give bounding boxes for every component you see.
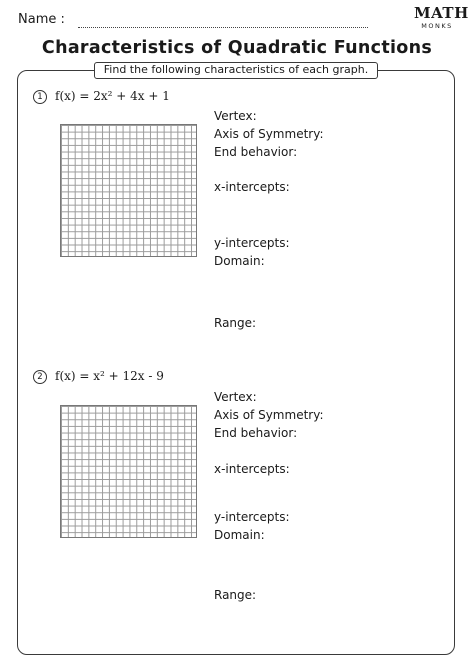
name-label: Name : xyxy=(18,12,65,27)
name-field-line[interactable] xyxy=(78,27,368,28)
end-behavior-label: End behavior: xyxy=(214,426,298,440)
problem-number-badge: 2 xyxy=(33,370,47,384)
y-intercepts-label: y-intercepts: xyxy=(214,236,290,250)
vertex-label: Vertex: xyxy=(214,109,257,123)
vertex-label: Vertex: xyxy=(214,390,257,404)
graph-grid-1[interactable] xyxy=(60,124,197,257)
end-behavior-label: End behavior: xyxy=(214,145,298,159)
page-title: Characteristics of Quadratic Functions xyxy=(41,38,433,58)
y-intercepts-label: y-intercepts: xyxy=(214,510,290,524)
math-monks-logo xyxy=(414,4,469,30)
problem-function: f(x) = x² + 12x - 9 xyxy=(55,369,164,383)
range-label: Range: xyxy=(214,316,257,330)
axis-of-symmetry-label: Axis of Symmetry: xyxy=(214,408,324,422)
problem-1-label xyxy=(33,89,170,104)
problem-number-badge: 1 xyxy=(33,90,47,104)
x-intercepts-label: x-intercepts: xyxy=(214,462,290,476)
range-label: Range: xyxy=(214,588,257,602)
domain-label: Domain: xyxy=(214,254,265,268)
x-intercepts-label: x-intercepts: xyxy=(214,180,290,194)
axis-of-symmetry-label: Axis of Symmetry: xyxy=(214,127,324,141)
problem-2-label xyxy=(33,369,164,384)
instructions-box: Find the following characteristics of each graph. xyxy=(94,62,378,79)
domain-label: Domain: xyxy=(214,528,265,542)
logo-word: MATH xyxy=(414,4,469,22)
graph-grid-2[interactable] xyxy=(60,405,197,538)
logo-sub: MONKS xyxy=(421,22,453,30)
problem-function: f(x) = 2x² + 4x + 1 xyxy=(55,89,170,103)
